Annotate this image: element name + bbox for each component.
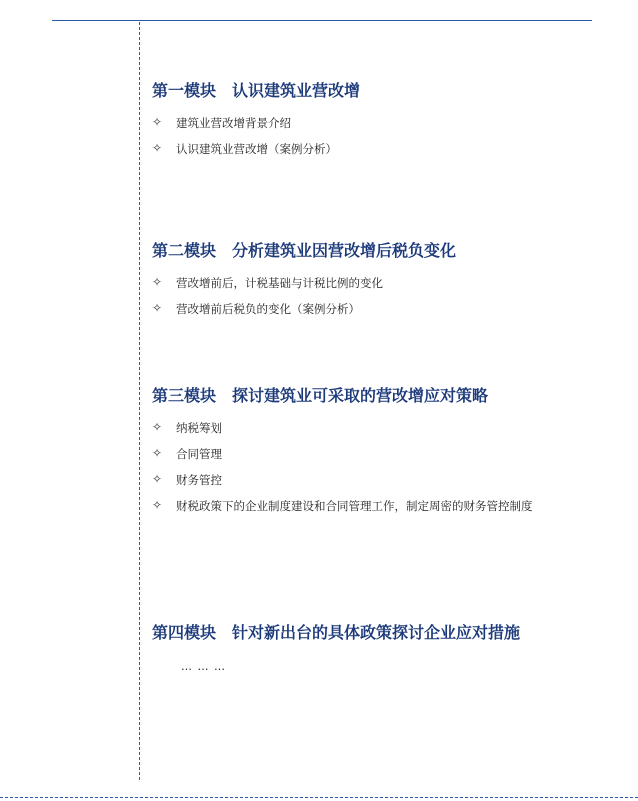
list-item [152, 421, 488, 435]
module-item-list [152, 276, 456, 316]
module-title: 针对新出台的具体政策探讨企业应对措施 [232, 623, 521, 642]
module-heading [152, 240, 456, 262]
list-item [152, 116, 360, 130]
list-item [152, 276, 456, 290]
diamond-star-bullet-icon: ✧ [152, 141, 163, 155]
list-item-text: 纳税筹划 [176, 421, 222, 435]
module-item-list [152, 420, 533, 513]
module-heading [152, 385, 488, 407]
module-title: 分析建筑业因营改增后税负变化 [232, 241, 457, 260]
list-item-text: 合同管理 [176, 447, 222, 461]
module-item-list [152, 116, 360, 156]
module-title: 探讨建筑业可采取的营改增应对策略 [232, 386, 489, 405]
diamond-star-bullet-icon: ✧ [152, 446, 163, 460]
module-1 [152, 80, 360, 156]
diamond-star-bullet-icon: ✧ [152, 301, 163, 315]
list-item [152, 302, 456, 316]
list-item-text: 营改增前后税负的变化（案例分析） [176, 302, 360, 316]
module-label: 第四模块 [152, 623, 217, 642]
module-title: 认识建筑业营改增 [232, 81, 361, 100]
list-item [152, 473, 488, 487]
module-label: 第一模块 [152, 81, 217, 100]
list-item-text: 财务管控 [176, 473, 222, 487]
diamond-star-bullet-icon: ✧ [152, 115, 163, 129]
bottom-dashed-rule [0, 797, 638, 798]
continuation-ellipsis: … … … [181, 660, 226, 673]
diamond-star-bullet-icon: ✧ [152, 472, 163, 486]
module-3 [152, 385, 533, 513]
list-item-text: 认识建筑业营改增（案例分析） [176, 142, 337, 156]
diamond-star-bullet-icon: ✧ [152, 498, 163, 512]
left-dashed-vertical-rule [139, 22, 140, 780]
list-item [152, 142, 360, 156]
module-heading [152, 622, 520, 644]
module-label: 第二模块 [152, 241, 217, 260]
diamond-star-bullet-icon: ✧ [152, 420, 163, 434]
diamond-star-bullet-icon: ✧ [152, 275, 163, 289]
module-4 [152, 622, 520, 644]
module-heading [152, 80, 360, 102]
list-item [152, 447, 488, 461]
module-2 [152, 240, 456, 316]
list-item-text: 财税政策下的企业制度建设和合同管理工作，制定周密的财务管控制度 [176, 499, 533, 513]
list-item-text: 建筑业营改增背景介绍 [176, 116, 291, 130]
list-item-text: 营改增前后，计税基础与计税比例的变化 [176, 276, 383, 290]
list-item [152, 498, 533, 513]
module-label: 第三模块 [152, 386, 217, 405]
top-horizontal-rule [52, 20, 592, 21]
